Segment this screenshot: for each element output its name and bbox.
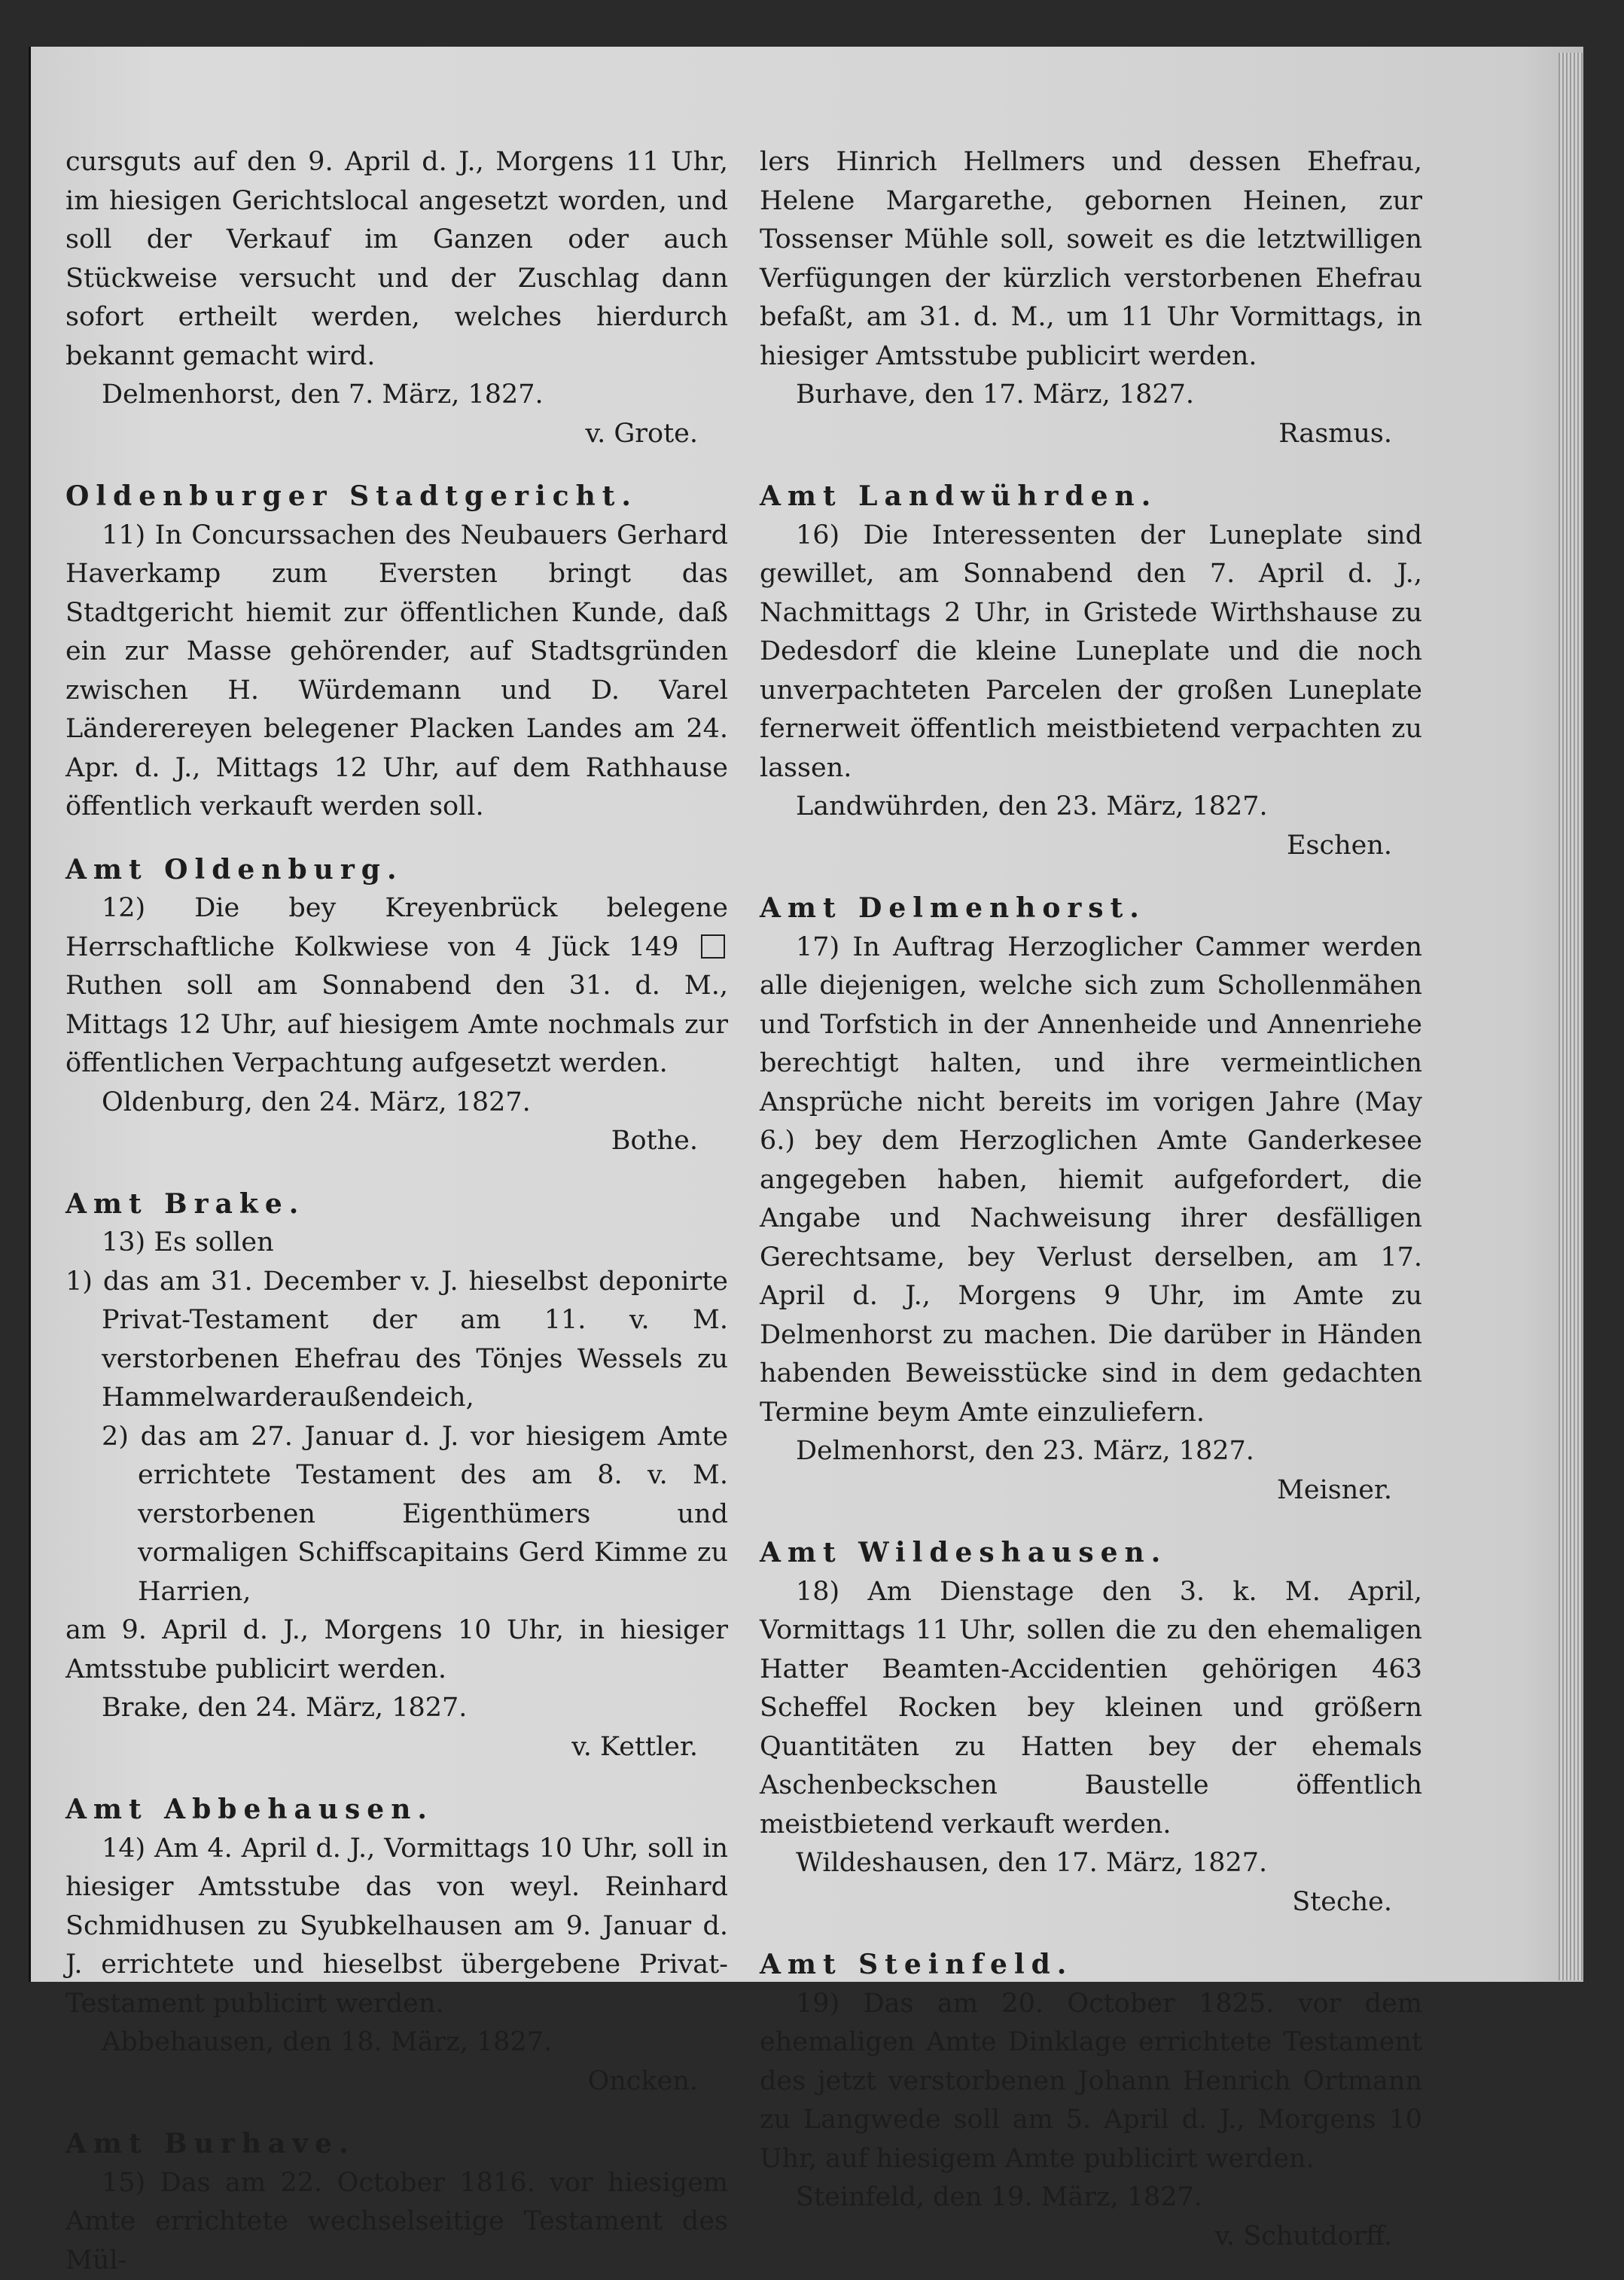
list-item: 1) das am 31. December v. J. hieselbst deponirte Privat-Testament der am 11. v. M. verstorbenen Ehefrau des Tönjes Wessels zu Hammelwarderaußendeich, (66, 1263, 728, 1418)
place-date: Delmenhorst, den 23. März, 1827. (760, 1432, 1422, 1471)
notice-paragraph: 19) Das am 20. October 1825. vor dem ehemaligen Amte Dinklage errichtete Testament des jetzt verstorbenen Johann Henrich Ortmann zu Langwede soll am 5. April d. J., Morgens 10 Uhr, auf hiesigem Amte publicirt werden. (760, 1985, 1422, 2179)
section-heading: Amt Burhave. (66, 2125, 728, 2164)
signature: v. Grote. (66, 415, 728, 454)
intro-paragraph: lers Hinrich Hellmers und dessen Ehefrau, Helene Margarethe, gebornen Heinen, zur Tossenser Mühle soll, soweit es die letztwilligen Verfügungen der kürzlich verstorbenen Ehefrau befaßt, am 31. d. M., um 11 Uhr Vormittags, in hiesiger Amtsstube publicirt werden. (760, 143, 1422, 376)
place-date: Abbehausen, den 18. März, 1827. (66, 2023, 728, 2062)
place-date: Landwührden, den 23. März, 1827. (760, 788, 1422, 827)
signature: v. Schutdorff. (760, 2218, 1422, 2257)
section-heading: Amt Steinfeld. (760, 1946, 1422, 1985)
notice-paragraph (66, 889, 728, 1084)
list-item: 2) das am 27. Januar d. J. vor hiesigem Amte errichtete Testament des am 8. v. M. verstorbenen Eigenthümers und vormaligen Schiffscapitains Gerd Kimme zu Harrien, (66, 1418, 728, 1612)
signature: Steche. (760, 1883, 1422, 1922)
notice-text-part: Ruthen soll am Sonnabend den 31. d. M., Mittags 12 Uhr, auf hiesigem Amte nochmals zur öffentlichen Verpachtung aufgesetzt werden. (66, 971, 728, 1078)
section-heading: Amt Wildeshausen. (760, 1534, 1422, 1573)
notice-text-part: 12) Die bey Kreyenbrück belegene Herrschaftliche Kolkwiese von 4 Jück 149 (66, 893, 728, 962)
notice-paragraph: am 9. April d. J., Morgens 10 Uhr, in hiesiger Amtsstube publicirt werden. (66, 1611, 728, 1689)
section-heading: Amt Oldenburg. (66, 851, 728, 890)
place-date: Steinfeld, den 19. März, 1827. (760, 2178, 1422, 2218)
left-column (66, 143, 728, 2280)
section-heading: Amt Delmenhorst. (760, 889, 1422, 928)
signature: Bothe. (66, 1122, 728, 1161)
square-rod-symbol-icon (701, 934, 725, 959)
signature: Eschen. (760, 827, 1422, 866)
section-heading: Amt Abbehausen. (66, 1791, 728, 1830)
notice-paragraph: 17) In Auftrag Herzoglicher Cammer werden alle diejenigen, welche sich zum Schollenmähen und Torfstich in der Annenheide und Annenriehe berechtigt halten, und ihre vermeintlichen Ansprüche nicht bereits im vorigen Jahre (May 6.) bey dem Herzoglichen Amte Ganderkesee angegeben haben, hiemit aufgefordert, die Angabe und Nachweisung ihrer desfälligen Gerechtsame, bey Verlust derselben, am 17. April d. J., Morgens 9 Uhr, im Amte zu Delmenhorst zu machen. Die darüber in Händen habenden Beweisstücke sind in dem gedachten Termine beym Amte einzuliefern. (760, 928, 1422, 1433)
section-heading: Amt Brake. (66, 1185, 728, 1224)
notice-intro: 13) Es sollen (66, 1224, 728, 1263)
signature: v. Kettler. (66, 1728, 728, 1767)
place-date: Brake, den 24. März, 1827. (66, 1689, 728, 1728)
place-date: Wildeshausen, den 17. März, 1827. (760, 1844, 1422, 1883)
page-edge-stack (1558, 53, 1583, 1980)
signature: Oncken. (66, 2062, 728, 2102)
signature: Rasmus. (760, 415, 1422, 454)
place-date: Burhave, den 17. März, 1827. (760, 376, 1422, 415)
notice-paragraph: 16) Die Interessenten der Luneplate sind gewillet, am Sonnabend den 7. April d. J., Nachmittags 2 Uhr, in Gristede Wirthshause zu Dedesdorf die kleine Luneplate und die noch unverpachteten Parcelen der großen Luneplate fernerweit öffentlich meistbietend verpachten zu lassen. (760, 517, 1422, 788)
notice-paragraph: 11) In Concurssachen des Neubauers Gerhard Haverkamp zum Eversten bringt das Stadtgericht hiemit zur öffentlichen Kunde, daß ein zur Masse gehörender, auf Stadtsgründen zwischen H. Würdemann und D. Varel Länderereyen belegener Placken Landes am 24. Apr. d. J., Mittags 12 Uhr, auf dem Rathhause öffentlich verkauft werden soll. (66, 517, 728, 827)
right-column (760, 143, 1422, 2256)
section-heading: Amt Landwührden. (760, 477, 1422, 517)
notice-paragraph: 18) Am Dienstage den 3. k. M. April, Vormittags 11 Uhr, sollen die zu den ehemaligen Hatter Beamten-Accidentien gehörigen 463 Scheffel Rocken bey kleinen und größern Quantitäten zu Hatten bey der ehemals Aschenbeckschen Baustelle öffentlich meistbietend verkauft werden. (760, 1573, 1422, 1845)
book-page (29, 47, 1583, 1982)
section-heading: Oldenburger Stadtgericht. (66, 477, 728, 517)
signature: Meisner. (760, 1471, 1422, 1510)
place-date: Delmenhorst, den 7. März, 1827. (66, 376, 728, 415)
place-date: Oldenburg, den 24. März, 1827. (66, 1084, 728, 1123)
notice-paragraph: 14) Am 4. April d. J., Vormittags 10 Uhr, soll in hiesiger Amtsstube das von weyl. Reinhard Schmidhusen zu Syubkelhausen am 9. Januar d. J. errichtete und hieselbst übergebene Privat-Testament publicirt werden. (66, 1830, 728, 2024)
notice-paragraph: 15) Das am 22. October 1816. vor hiesigem Amte errichtete wechselseitige Testament des Mül- (66, 2164, 728, 2280)
intro-paragraph: cursguts auf den 9. April d. J., Morgens 11 Uhr, im hiesigen Gerichtslocal angesetzt worden, und soll der Verkauf im Ganzen oder auch Stückweise versucht und der Zuschlag dann sofort ertheilt werden, welches hierdurch bekannt gemacht wird. (66, 143, 728, 376)
